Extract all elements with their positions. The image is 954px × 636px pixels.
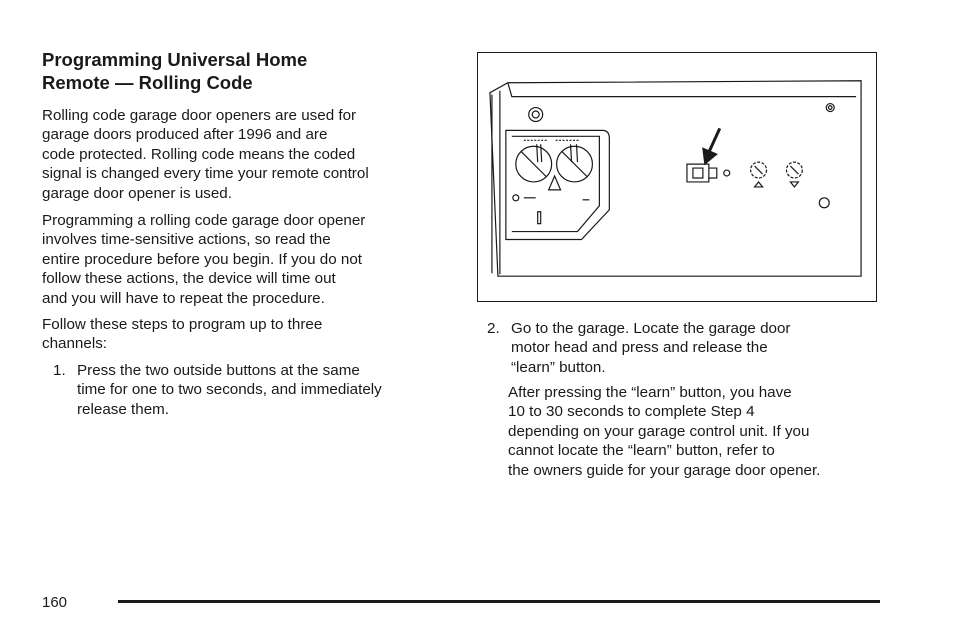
mount-hole	[819, 198, 829, 208]
text-line: cannot locate the “learn” button, refer to	[508, 442, 775, 460]
down-limit-dial-slot	[790, 166, 798, 174]
label-slot	[538, 212, 541, 224]
learn-led-housing	[709, 168, 717, 178]
text-line: the owners guide for your garage door opener.	[508, 461, 821, 479]
learn-indicator-light	[724, 170, 730, 176]
screw-top-left-inner	[532, 111, 539, 118]
step-1	[53, 361, 477, 419]
text-line: Press the two outside buttons at the same	[77, 362, 360, 379]
light-bulb-icon	[513, 195, 519, 201]
paragraph-follow-steps	[42, 315, 442, 354]
footer-rule	[118, 600, 880, 603]
text-line: release them.	[77, 400, 170, 418]
text-line: 10 to 30 seconds to complete Step 4	[508, 403, 755, 421]
text-line: Go to the garage. Locate the garage door	[511, 320, 791, 337]
text-line: garage door opener is used.	[42, 184, 232, 202]
text-line: “learn” button.	[511, 358, 606, 376]
text-line: Rolling code garage door openers are used for	[42, 107, 357, 124]
down-limit-icon	[790, 182, 798, 187]
step-2-note	[508, 383, 908, 480]
text-line: code protected. Rolling code means the coded	[42, 145, 356, 163]
electric-hazard-icon	[549, 176, 561, 190]
housing-top-edge	[508, 83, 856, 97]
screw-top-right	[826, 104, 834, 112]
up-limit-dial-slot	[755, 166, 763, 174]
screw-top-left	[529, 108, 543, 122]
learn-button-module	[687, 164, 709, 182]
text-line: Follow these steps to program up to three	[42, 316, 323, 333]
heading-line-2: Remote — Rolling Code	[42, 72, 253, 93]
step-number: 2.	[487, 320, 500, 337]
text-line: and you will have to repeat the procedure.	[42, 289, 325, 307]
text-line: entire procedure before you begin. If you do not	[42, 250, 362, 268]
pointer-arrow-head	[703, 148, 717, 164]
text-line: After pressing the “learn” button, you have	[508, 384, 792, 401]
housing-outline	[490, 81, 861, 276]
text-line: time for one to two seconds, and immediately	[77, 381, 382, 399]
text-line: signal is changed every time your remote control	[42, 165, 369, 183]
step-number: 1.	[53, 362, 66, 379]
prohibited-slash-2	[562, 151, 588, 177]
text-line: involves time-sensitive actions, so read the	[42, 231, 331, 249]
up-limit-icon	[755, 182, 763, 187]
page-number: 160	[42, 594, 68, 611]
garage-opener-motor-head-illustration	[477, 52, 877, 302]
screw-top-right-inner	[828, 106, 832, 110]
text-line: channels:	[42, 335, 108, 353]
paragraph-rolling-code-intro	[42, 106, 442, 203]
paragraph-time-sensitive-warning	[42, 211, 442, 308]
warning-label-panel	[506, 130, 609, 239]
pointer-arrow-shaft	[709, 128, 720, 152]
motor-head-drawing	[478, 53, 876, 301]
text-line: motor head and press and release the	[511, 339, 768, 357]
learn-button	[693, 168, 703, 178]
text-line: Programming a rolling code garage door opener	[42, 212, 366, 229]
step-2	[487, 319, 911, 377]
text-line: follow these actions, the device will time out	[42, 270, 336, 288]
heading-line-1: Programming Universal Home	[42, 49, 308, 70]
text-line: depending on your garage control unit. If you	[508, 422, 810, 440]
prohibited-slash-1	[521, 151, 547, 177]
text-line: garage doors produced after 1996 and are	[42, 126, 328, 144]
section-heading	[42, 48, 442, 94]
